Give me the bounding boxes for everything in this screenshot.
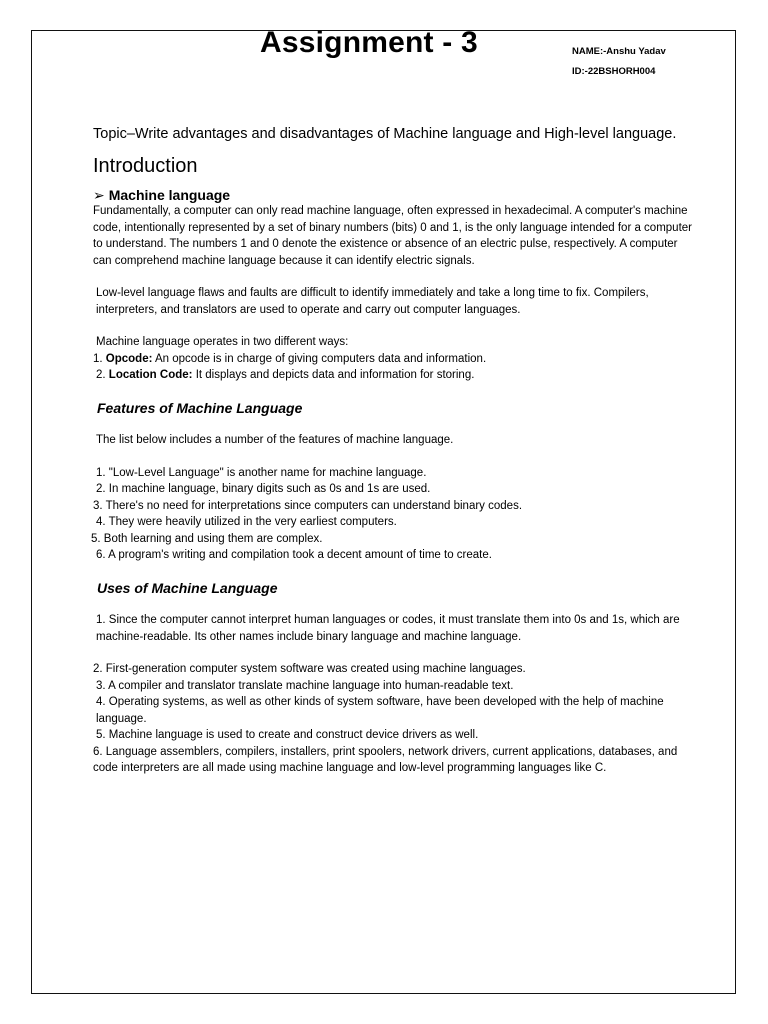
way-label: Opcode: (105, 352, 153, 365)
machine-language-heading (93, 187, 693, 204)
way-number: 2. (96, 369, 106, 381)
document-body (93, 125, 693, 777)
way-number: 1. (93, 352, 103, 365)
way-label: Location Code: (108, 369, 193, 381)
list-item: 2. In machine language, binary digits such as 0s and 1s are used. (96, 483, 431, 495)
list-item: 6. Language assemblers, compilers, installers, print spoolers, network drivers, current applications, databases, and code interpreters are all made using machine language and low-level programming languages like C. (93, 745, 678, 774)
introduction-heading: Introduction (93, 155, 198, 177)
arrow-bullet-icon: ➢ (93, 186, 105, 203)
topic-line: Topic–Write advantages and disadvantages of Machine language and High-level language. (93, 126, 677, 142)
list-item: 3. A compiler and translator translate machine language into human-readable text. (96, 679, 514, 692)
list-item: 1. "Low-Level Language" is another name for machine language. (96, 466, 427, 479)
way-item-location-code (93, 367, 693, 384)
list-item: 4. Operating systems, as well as other kinds of system software, have been developed with the help of machine language. (96, 696, 664, 725)
machine-language-paragraph-2: Low-level language flaws and faults are difficult to identify immediately and take a long time to fix. Compilers, interpreters, and translators are used to operate and carry out computer languages. (96, 287, 649, 316)
machine-language-paragraph-1: Fundamentally, a computer can only read machine language, often expressed in hexadecimal. A computer's machine code, intentionally represented by a set of binary numbers (bits) 0 and 1, is the only language intended for a computer to understand. The numbers 1 and 0 denote the existence or absence of an electric pulse, respectively. A computer can comprehend machine language because it can identify electric signals. (93, 205, 692, 267)
way-text: An opcode is in charge of giving computers data and information. (155, 352, 487, 365)
list-item: 5. Both learning and using them are complex. (91, 532, 323, 545)
way-item-opcode (93, 351, 693, 368)
list-item: 4. They were heavily utilized in the very earliest computers. (96, 516, 397, 528)
student-id: ID:-22BSHORH004 (572, 66, 656, 77)
student-name: NAME:-Anshu Yadav (572, 46, 666, 57)
list-item: 6. A program's writing and compilation took a decent amount of time to create. (96, 549, 492, 561)
features-list (93, 465, 693, 564)
list-item: 3. There's no need for interpretations since computers can understand binary codes. (93, 499, 523, 512)
document-title: Assignment - 3 (260, 26, 478, 59)
uses-item-1: 1. Since the computer cannot interpret human languages or codes, it must translate them into 0s and 1s, which are machine-readable. Its other names include binary language and machine language. (96, 614, 680, 643)
uses-list (93, 661, 693, 777)
way-text: It displays and depicts data and information for storing. (195, 369, 475, 381)
list-item: 5. Machine language is used to create and construct device drivers as well. (96, 729, 479, 741)
ways-intro: Machine language operates in two different ways: (96, 336, 349, 348)
machine-language-heading-text: Machine language (108, 186, 231, 203)
uses-heading: Uses of Machine Language (97, 579, 278, 596)
features-heading: Features of Machine Language (97, 399, 303, 416)
list-item: 2. First-generation computer system software was created using machine languages. (93, 663, 526, 675)
features-intro: The list below includes a number of the features of machine language. (96, 434, 454, 446)
